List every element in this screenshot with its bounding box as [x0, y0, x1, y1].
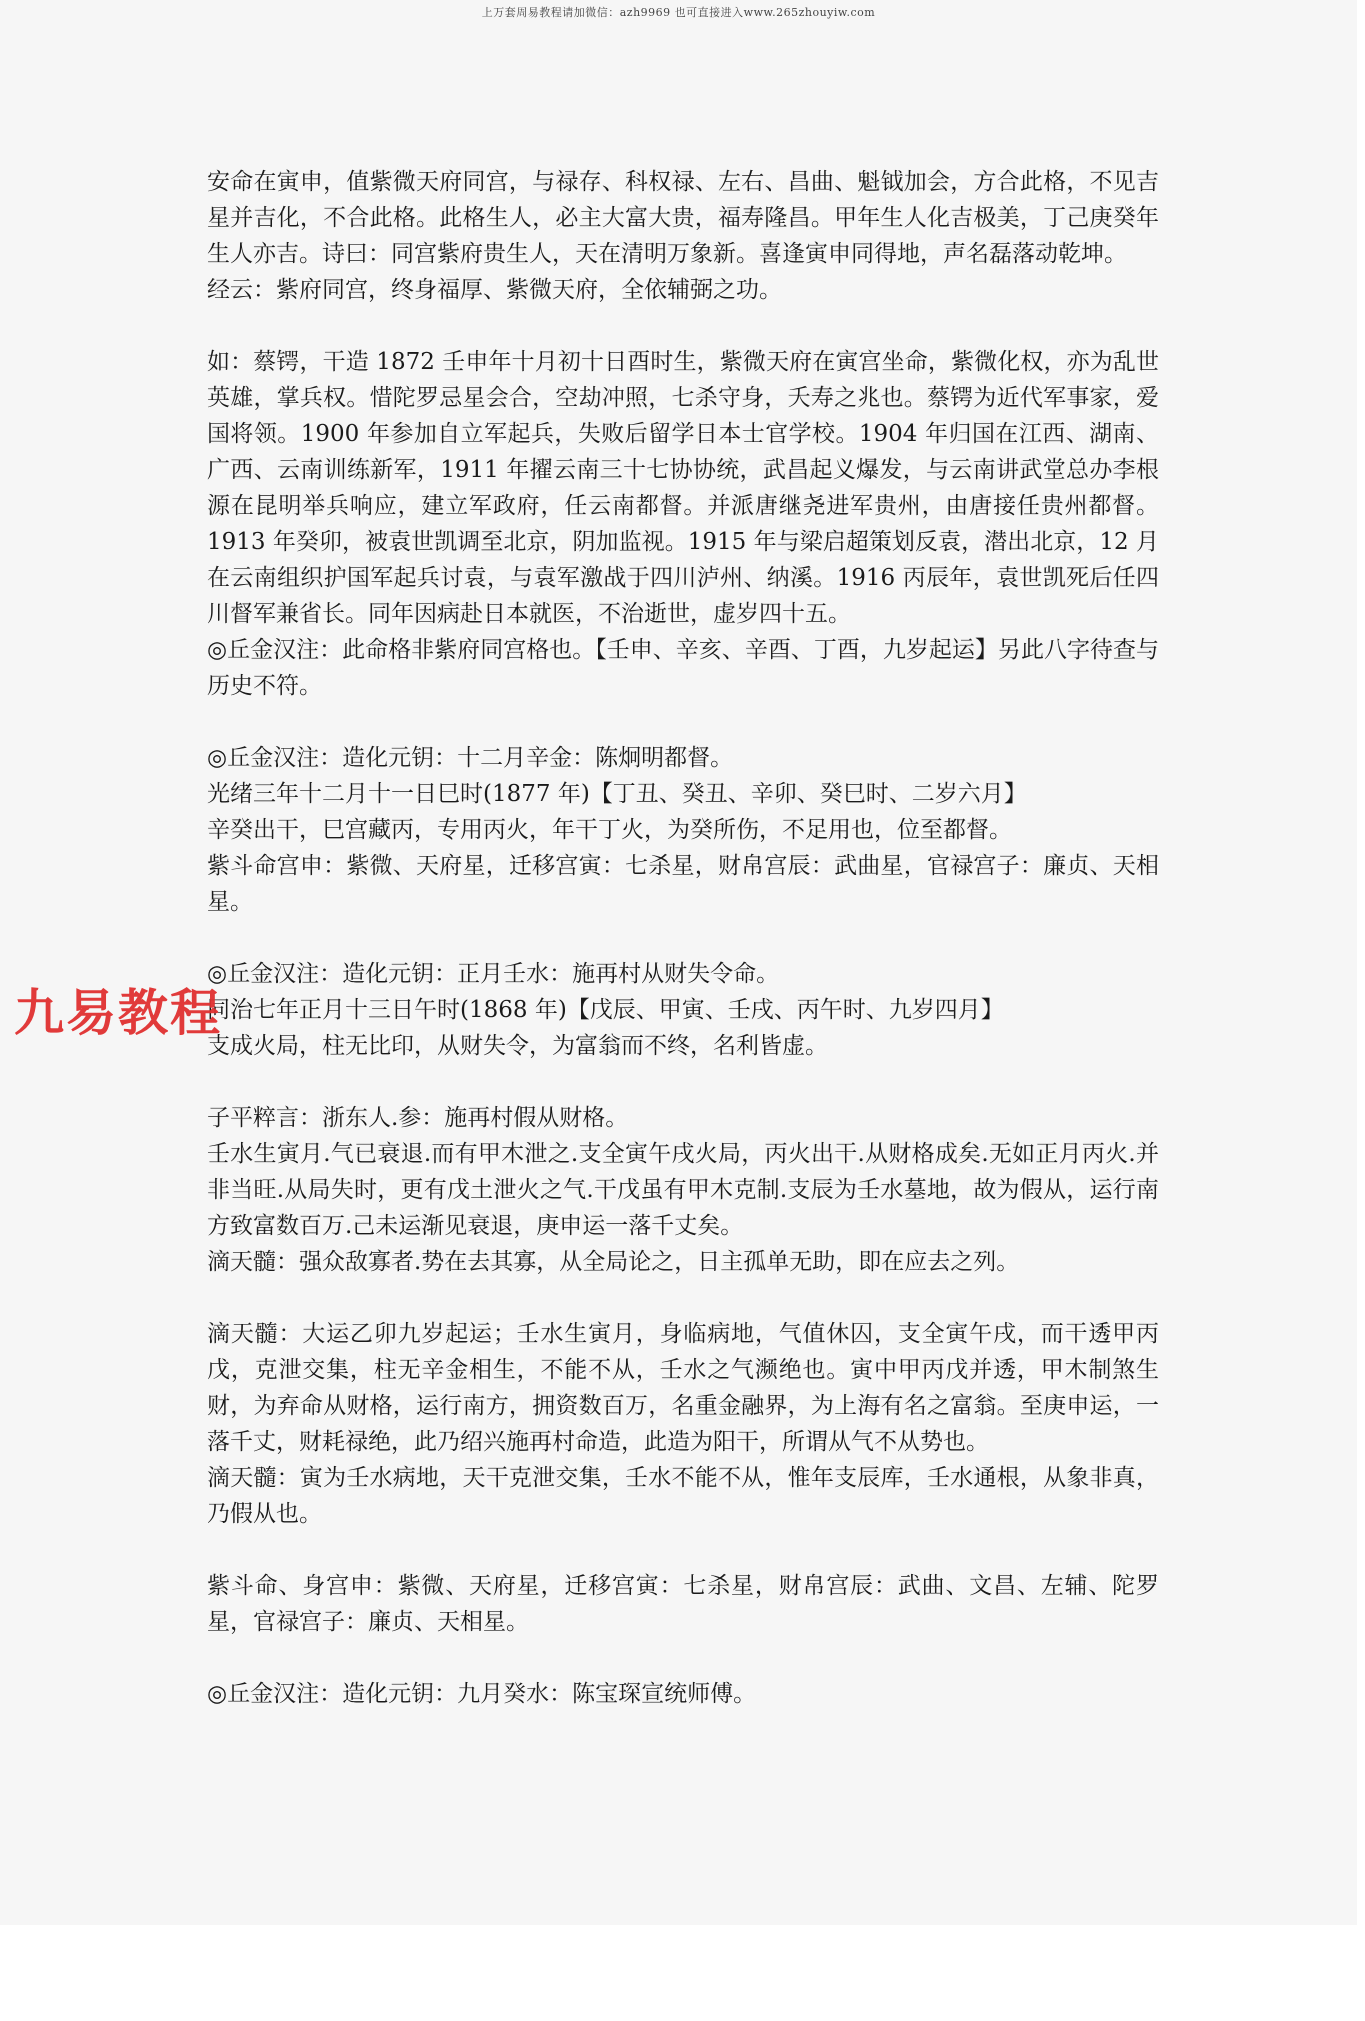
paragraph-gap: [207, 1280, 1159, 1316]
paragraph: ◎丘金汉注：造化元钥：正月壬水：施再村从财失令命。: [207, 961, 780, 987]
paragraph-gap: [207, 1532, 1159, 1568]
paragraph-gap: [207, 920, 1159, 956]
paragraph: 光绪三年十二月十一日巳时(1877 年)【丁丑、癸丑、辛卯、癸巳时、二岁六月】: [207, 781, 1027, 807]
paragraph: ◎丘金汉注：此命格非紫府同宫格也。【壬申、辛亥、辛酉、丁酉，九岁起运】另此八字待查与历史不符。: [207, 637, 1159, 699]
paragraph: 同治七年正月十三日午时(1868 年)【戊辰、甲寅、壬戌、丙午时、九岁四月】: [207, 997, 1004, 1023]
watermark-logo: 九易教程: [14, 984, 222, 1042]
paragraph: 经云：紫府同宫，终身福厚、紫微天府，全依辅弼之功。: [207, 277, 782, 303]
paragraph: 安命在寅申，值紫微天府同宫，与禄存、科权禄、左右、昌曲、魁钺加会，方合此格，不见吉星并吉化，不合此格。此格生人，必主大富大贵，福寿隆昌。甲年生人化吉极美，丁己庚癸年生人亦吉。诗曰：同宫紫府贵生人，天在清明万象新。喜逢寅申同得地，声名磊落动乾坤。: [207, 169, 1159, 267]
paragraph-gap: [207, 308, 1159, 344]
paragraph: ◎丘金汉注：造化元钥：十二月辛金：陈炯明都督。: [207, 745, 734, 771]
paragraph: 子平粹言：浙东人.参：施再村假从财格。: [207, 1105, 629, 1131]
paragraph: 紫斗命宫申：紫微、天府星，迁移宫寅：七杀星，财帛宫辰：武曲星，官禄宫子：廉贞、天相星。: [207, 853, 1159, 915]
paragraph: 紫斗命、身宫申：紫微、天府星，迁移宫寅：七杀星，财帛宫辰：武曲、文昌、左辅、陀罗星，官禄宫子：廉贞、天相星。: [207, 1573, 1159, 1635]
paragraph: 如：蔡锷，干造 1872 壬申年十月初十日酉时生，紫微天府在寅宫坐命，紫微化权，亦为乱世英雄，掌兵权。惜陀罗忌星会合，空劫冲照，七杀守身，夭寿之兆也。蔡锷为近代军事家，爱国将领。1900 年参加自立军起兵，失败后留学日本士官学校。1904 年归国在江西、湖南、广西、云南训练新军，1911 年擢云南三十七协协统，武昌起义爆发，与云南讲武堂总办李根源在昆明举兵响应，建立军政府，任云南都督。并派唐继尧进军贵州，由唐接任贵州都督。1913 年癸卯，被袁世凯调至北京，阴加监视。1915 年与梁启超策划反袁，潜出北京，12 月在云南组织护国军起兵讨袁，与袁军激战于四川泸州、纳溪。1916 丙辰年，袁世凯死后任四川督军兼省长。同年因病赴日本就医，不治逝世，虚岁四十五。: [207, 349, 1159, 627]
document-body: [207, 164, 1159, 1712]
paragraph: 滴天髓：寅为壬水病地，天干克泄交集，壬水不能不从，惟年支辰库，壬水通根，从象非真，乃假从也。: [207, 1465, 1159, 1527]
paragraph: 滴天髓：大运乙卯九岁起运；壬水生寅月，身临病地，气值休囚，支全寅午戌，而干透甲丙戊，克泄交集，柱无辛金相生，不能不从，壬水之气濒绝也。寅中甲丙戊并透，甲木制煞生财，为弃命从财格，运行南方，拥资数百万，名重金融界，为上海有名之富翁。至庚申运，一落千丈，财耗禄绝，此乃绍兴施再村命造，此造为阳干，所谓从气不从势也。: [207, 1321, 1159, 1455]
header-note: 上万套周易教程请加微信：azh9969 也可直接进入www.265zhouyiw.com: [481, 6, 876, 19]
paragraph-gap: [207, 1640, 1159, 1676]
paragraph: 壬水生寅月.气已衰退.而有甲木泄之.支全寅午戌火局，丙火出干.从财格成矣.无如正月丙火.并非当旺.从局失时，更有戊土泄火之气.干戊虽有甲木克制.支辰为壬水墓地，故为假从，运行南方致富数百万.己未运渐见衰退，庚申运一落千丈矣。: [207, 1141, 1159, 1239]
paragraph: 辛癸出干，巳宫藏丙，专用丙火，年干丁火，为癸所伤，不足用也，位至都督。: [207, 817, 1012, 843]
paragraph: ◎丘金汉注：造化元钥：九月癸水：陈宝琛宣统师傅。: [207, 1681, 757, 1707]
paragraph: 支成火局，柱无比印，从财失令，为富翁而不终，名利皆虚。: [207, 1033, 828, 1059]
paragraph-gap: [207, 704, 1159, 740]
paragraph: 滴天髓：强众敌寡者.势在去其寡，从全局论之，日主孤单无助，即在应去之列。: [207, 1249, 1020, 1275]
paragraph-gap: [207, 1064, 1159, 1100]
